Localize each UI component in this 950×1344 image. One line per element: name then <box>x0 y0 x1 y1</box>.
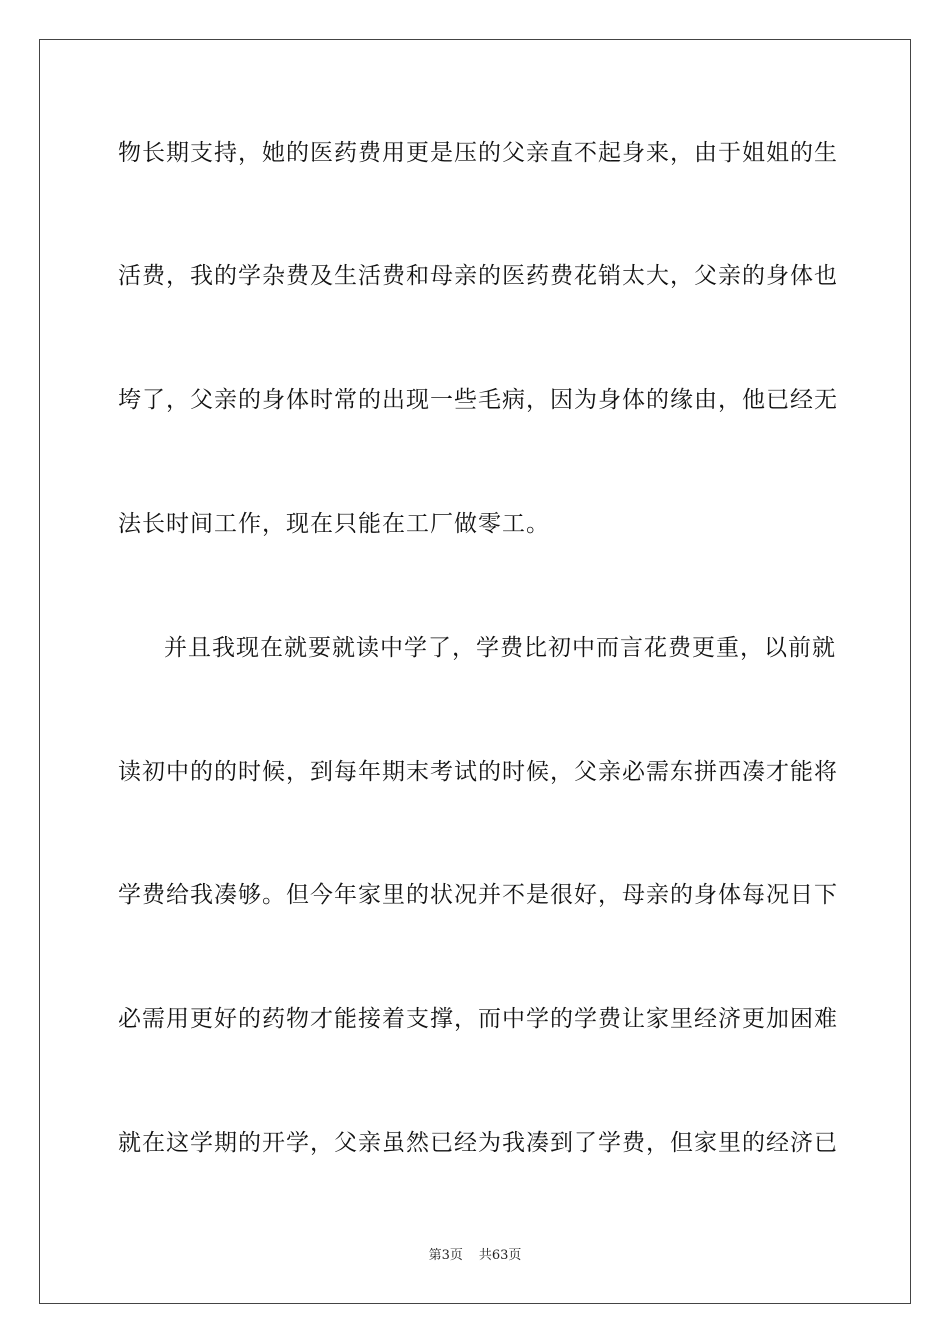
page-total: 共63页 <box>478 1248 522 1263</box>
text-line-4: 法长时间工作，现在只能在工厂做零工。 <box>118 511 550 537</box>
text-line-9: 就在这学期的开学，父亲虽然已经为我凑到了学费，但家里的经济已 <box>118 1130 838 1156</box>
text-line-7: 学费给我凑够。但今年家里的状况并不是很好，母亲的身体每况日下 <box>118 882 838 908</box>
text-line-6: 读初中的的时候，到每年期末考试的时候，父亲必需东拼西凑才能将 <box>118 759 838 785</box>
text-line-8: 必需用更好的药物才能接着支撑，而中学的学费让家里经济更加困难 <box>118 1006 838 1032</box>
paragraph-start-line: 并且我现在就要就读中学了，学费比初中而言花费更重，以前就 <box>164 635 836 661</box>
text-line-3: 垮了，父亲的身体时常的出现一些毛病，因为身体的缘由，他已经无 <box>118 387 838 413</box>
page-border <box>39 39 911 1304</box>
page-number: 第3页 <box>428 1248 463 1263</box>
text-line-1: 物长期支持，她的医药费用更是压的父亲直不起身来，由于姐姐的生 <box>118 140 838 166</box>
text-line-2: 活费，我的学杂费及生活费和母亲的医药费花销太大，父亲的身体也 <box>118 263 838 289</box>
page-footer <box>0 1247 950 1265</box>
